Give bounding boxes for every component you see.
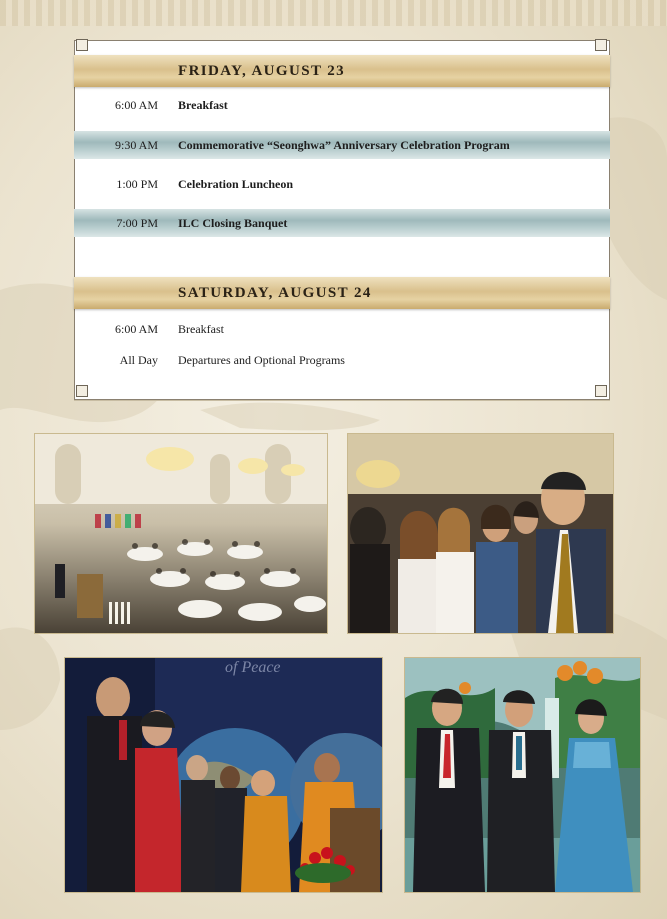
- event-time: 9:30 AM: [114, 138, 158, 152]
- stage-photo: [64, 657, 383, 893]
- event-name: Breakfast: [178, 98, 228, 112]
- event-name: ILC Closing Banquet: [178, 216, 288, 230]
- schedule-row: [74, 131, 610, 159]
- group-photo: [347, 433, 614, 634]
- event-time: 1:00 PM: [116, 177, 158, 191]
- schedule-row: [74, 346, 610, 374]
- schedule-row: [74, 91, 610, 119]
- day-header-saturday: [74, 277, 610, 309]
- schedule-row: [74, 209, 610, 237]
- event-time: 6:00 AM: [114, 322, 158, 336]
- corner-ornament: [595, 39, 607, 51]
- event-time: All Day: [119, 353, 158, 367]
- event-name: Celebration Luncheon: [178, 177, 294, 191]
- corner-ornament: [76, 385, 88, 397]
- event-time: 7:00 PM: [116, 216, 158, 230]
- day-header-friday: [74, 55, 610, 87]
- event-name: Breakfast: [178, 322, 224, 336]
- day-title: FRIDAY, AUGUST 23: [178, 63, 346, 79]
- event-name: Commemorative “Seonghwa” Anniversary Celebration Program: [178, 138, 510, 152]
- banner-text: of Peace: [225, 659, 281, 676]
- event-time: 6:00 AM: [114, 98, 158, 112]
- event-name: Departures and Optional Programs: [178, 353, 345, 367]
- day-title: SATURDAY, AUGUST 24: [178, 285, 372, 301]
- schedule-row: [74, 315, 610, 343]
- corner-ornament: [76, 39, 88, 51]
- corner-ornament: [595, 385, 607, 397]
- schedule-row: [74, 170, 610, 198]
- portrait-photo: [404, 657, 641, 893]
- banquet-hall-photo: [34, 433, 328, 634]
